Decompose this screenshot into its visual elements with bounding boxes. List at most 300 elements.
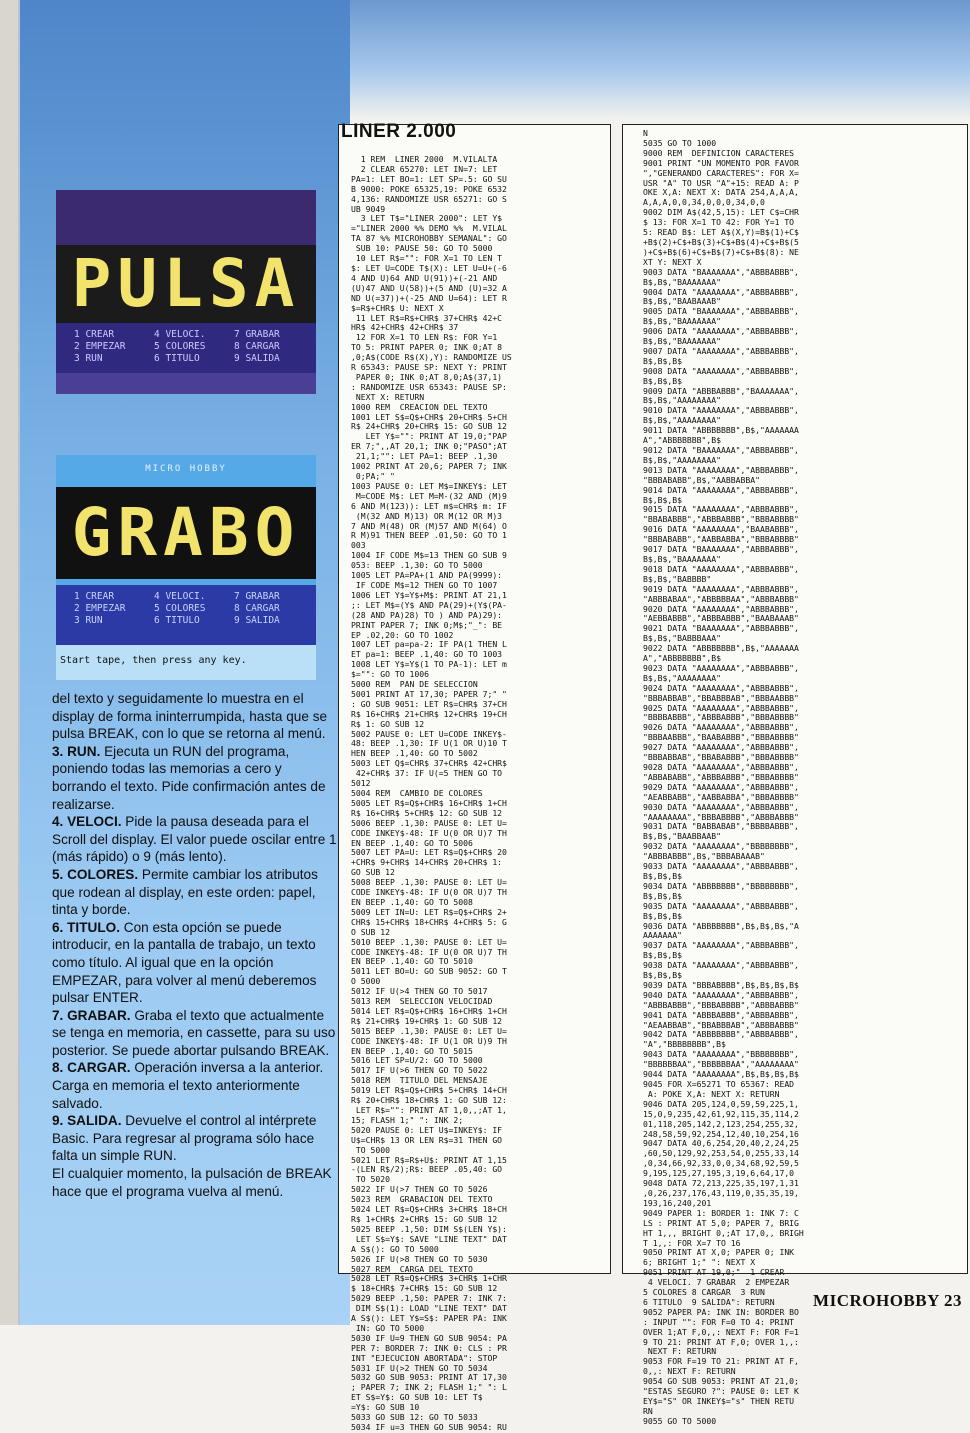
code-line: 5029 BEEP .1,50: PAPER 7: INK 7: bbox=[351, 1293, 507, 1304]
code-line: ,0,34,66,92,33,0,0,34,68,92,59,5 bbox=[643, 1158, 799, 1169]
code-line: B$,B$,B$ bbox=[643, 970, 682, 981]
code-line: ; PAPER 7; INK 2; FLASH 1;" ": L bbox=[351, 1382, 507, 1393]
code-line: $=R$+CHR$ U: NEXT X bbox=[351, 302, 444, 313]
code-line: EN BEEP .1,40: GO TO 5010 bbox=[351, 956, 473, 967]
code-line: 9021 DATA "BAAAAAAA","ABBBABBB", bbox=[643, 623, 799, 634]
code-line: 9040 DATA "AAAAAAAA","ABBBABBB", bbox=[643, 989, 799, 1000]
code-line: 9031 DATA "BABBABAB","BBBBABBB", bbox=[643, 821, 799, 832]
code-line: 11 LET R$=R$+CHR$ 37+CHR$ 42+C bbox=[351, 312, 503, 323]
menu-row bbox=[56, 603, 316, 615]
menu-option: 5 COLORES bbox=[154, 603, 206, 614]
code-line: EN BEEP .1,40: GO TO 5006 bbox=[351, 837, 473, 848]
code-line: "BBABABBB","ABBBABBB","BBBABBBB" bbox=[643, 514, 799, 525]
code-line: USR "A" TO USR "A"+15: READ A: P bbox=[643, 177, 799, 188]
code-line: 9043 DATA "AAAAAAAA","BBBBBBBB", bbox=[643, 1049, 799, 1060]
code-line: 5021 LET R$=R$+U$: PRINT AT 1,15 bbox=[351, 1154, 507, 1165]
option-item bbox=[52, 866, 337, 919]
code-line: ","GENERANDO CARACTERES": FOR X= bbox=[643, 167, 799, 178]
code-line: SUB 10: PAUSE 50: GO TO 5000 bbox=[351, 243, 493, 254]
option-text: Devuelve el control al intérprete Basic. Para regresar al programa sólo hace falta un simple RUN. bbox=[52, 1113, 317, 1164]
code-line: 5023 REM GRABACION DEL TEXTO bbox=[351, 1194, 493, 1205]
code-line: 9048 DATA 72,213,225,35,197,1,31 bbox=[643, 1178, 799, 1189]
code-line: 9038 DATA "AAAAAAAA","ABBBABBB", bbox=[643, 960, 799, 971]
code-line: B$,B$,B$ bbox=[643, 870, 682, 881]
code-line: 5015 BEEP .1,30: PAUSE 0: LET U= bbox=[351, 1025, 507, 1036]
code-line: 5020 PAUSE 0: LET U$=INKEY$: IF bbox=[351, 1124, 503, 1135]
option-item bbox=[52, 1059, 337, 1112]
menu-row bbox=[56, 341, 316, 353]
code-line: 1007 LET pa=pa-2: IF PA(1 THEN L bbox=[351, 639, 507, 650]
code-line: LS : PRINT AT 5,0; PAPER 7, BRIG bbox=[643, 1217, 799, 1228]
code-line: 3 LET T$="LINER 2000": LET Y$ bbox=[351, 213, 503, 224]
code-line: -(LEN R$/2);R$: BEEP .05,40: GO bbox=[351, 1164, 503, 1175]
code-line: 15,0,9,235,42,61,92,115,35,114,2 bbox=[643, 1108, 799, 1119]
code-line: XT Y: NEXT X bbox=[643, 256, 702, 267]
code-line: 1005 LET PA=PA+(1 AND PA(9999): bbox=[351, 570, 503, 581]
code-line: B$,B$,"AAAAAAAA" bbox=[643, 672, 721, 683]
code-line: 9032 DATA "AAAAAAAA","BBBBBBBB", bbox=[643, 841, 799, 852]
code-line: 5031 IF U(>2 THEN GO TO 5034 bbox=[351, 1362, 488, 1373]
code-line: IN: GO TO 5000 bbox=[351, 1322, 425, 1333]
code-line: 12 FOR X=1 TO LEN R$: FOR Y=1 bbox=[351, 332, 498, 343]
code-line: B$,B$,B$ bbox=[643, 890, 682, 901]
code-line: 9047 DATA 40,6,254,20,40,2,24,25 bbox=[643, 1138, 799, 1149]
code-line: B$,B$,"BABBBB" bbox=[643, 573, 712, 584]
page-number: 23 bbox=[944, 1291, 962, 1310]
code-line: 6 TITULO 9 SALIDA": RETURN bbox=[643, 1296, 775, 1307]
menu-option: 1 CREAR bbox=[74, 329, 115, 340]
code-line: R M)91 THEN BEEP .01,50: GO TO 1 bbox=[351, 530, 507, 541]
code-line: R$ 21+CHR$ 19+CHR$ 1: GO SUB 12 bbox=[351, 1015, 503, 1026]
code-line: 5027 REM CARGA DEL TEXTO bbox=[351, 1263, 473, 1274]
option-heading: 7. GRABAR. bbox=[52, 1007, 131, 1023]
code-line: B$,B$,"BAAAAAAA" bbox=[643, 276, 721, 287]
code-line: 2 CLEAR 65270: LET IN=7: LET bbox=[351, 163, 498, 174]
option-item bbox=[52, 1007, 337, 1060]
code-line: "AAAAAAAA","BBBABBBB","ABBBABBB" bbox=[643, 811, 799, 822]
code-line: A: POKE X,A: NEXT X: RETURN bbox=[643, 1088, 780, 1099]
code-line: 5012 bbox=[351, 778, 371, 789]
code-line: 9027 DATA "AAAAAAAA","ABBBABBB", bbox=[643, 742, 799, 753]
code-line: 4,136: RANDOMIZE USR 65271: GO S bbox=[351, 193, 507, 204]
code-line: 5028 LET R$=Q$+CHR$ 3+CHR$ 1+CHR bbox=[351, 1273, 507, 1284]
code-line: IF CODE M$=12 THEN GO TO 1007 bbox=[351, 579, 498, 590]
code-line: 9020 DATA "AAAAAAAA","ABBBABBB", bbox=[643, 603, 799, 614]
code-line: O 5000 bbox=[351, 976, 381, 987]
code-line: 5004 REM CAMBIO DE COLORES bbox=[351, 788, 483, 798]
article-body bbox=[52, 690, 337, 1200]
menu-option: 1 CREAR bbox=[74, 591, 115, 602]
listing-column-1 bbox=[338, 121, 611, 1432]
code-line: 9017 DATA "BAAAAAAA","ABBBABBB", bbox=[643, 544, 799, 555]
code-line: 9055 GO TO 5000 bbox=[643, 1415, 717, 1426]
option-heading: 3. RUN. bbox=[52, 743, 101, 759]
code-line: 5006 BEEP .1,30: PAUSE 0: LET U= bbox=[351, 817, 507, 828]
code-line: 9001 PRINT "UN MOMENTO POR FAVOR bbox=[643, 157, 799, 168]
code-line: B$,B$,"AAAAAAAA" bbox=[643, 415, 721, 426]
code-line: 4 VELOCI. 7 GRABAR 2 EMPEZAR bbox=[643, 1277, 790, 1288]
code-line: LET S$=Y$: SAVE "LINE TEXT" DAT bbox=[351, 1233, 507, 1244]
code-line: ET S$=Y$: GO SUB 10: LET T$ bbox=[351, 1392, 483, 1403]
code-line: 9019 DATA "AAAAAAAA","ABBBABBB", bbox=[643, 583, 799, 594]
menu-option: 7 GRABAR bbox=[234, 329, 280, 340]
code-line: N bbox=[643, 128, 648, 138]
code-line: R$ 16+CHR$ 21+CHR$ 12+CHR$ 19+CH bbox=[351, 708, 507, 719]
code-line: 9018 DATA "AAAAAAAA","ABBBABBB", bbox=[643, 563, 799, 574]
code-line: LET R$="": PRINT AT 1,0,,;AT 1, bbox=[351, 1105, 507, 1115]
code-line: 5008 BEEP .1,30: PAUSE 0: LET U= bbox=[351, 877, 507, 888]
code-line: B$,B$,B$ bbox=[643, 355, 682, 366]
code-line: "BBBABABB","AABBABBA","BBBABBBB" bbox=[643, 534, 799, 545]
code-line: 9051 PRINT AT 19,0;" 1 CREAR bbox=[643, 1267, 785, 1278]
code-line: PRINT PAPER 7; INK 0;M$;"_": BE bbox=[351, 619, 503, 630]
code-line: 5009 LET IN=U: LET R$=Q$+CHR$ 2+ bbox=[351, 906, 507, 917]
code-line: 21,1;"": LET PA=1: BEEP .1,30 bbox=[351, 451, 498, 462]
code-line: U$=CHR$ 13 OR LEN R$=31 THEN GO bbox=[351, 1134, 503, 1145]
option-text: Ejecuta un RUN del programa, poniendo todas las memorias a cero y borrando el texto. Pide confirmación antes de realizarse. bbox=[52, 743, 326, 812]
menu-option: 2 EMPEZAR bbox=[74, 341, 126, 352]
code-line: R$ 16+CHR$ 5+CHR$ 12: GO SUB 12 bbox=[351, 807, 503, 818]
code-line: (U)47 AND U(58))+(5 AND (U)=32 A bbox=[351, 282, 507, 293]
code-line: 5026 IF U(>8 THEN GO TO 5030 bbox=[351, 1253, 488, 1264]
code-line: "ABBABABB","ABBBABBB","BBBABBBB" bbox=[643, 771, 799, 782]
code-line: EP .02,20: GO TO 1002 bbox=[351, 629, 454, 640]
code-line: 0;PA;" " bbox=[351, 471, 395, 481]
code-line: "BBBBABBB","ABBBABBB","BBBABBBB" bbox=[643, 712, 799, 723]
code-line: ET pa=1: BEEP .1,40: GO TO 1003 bbox=[351, 649, 503, 660]
code-line: "AEABBABB","AABBABBA","BBBABBBB" bbox=[643, 791, 799, 802]
code-line: A","ABBBBBBB",B$ bbox=[643, 435, 721, 446]
code-line: RN bbox=[643, 1405, 653, 1416]
code-line: 15; FLASH 1;" ": INK 2; bbox=[351, 1114, 464, 1125]
code-line: 5032 GO SUB 9053: PRINT AT 17,30 bbox=[351, 1372, 507, 1383]
code-line: 42+CHR$ 37: IF U(=5 THEN GO TO bbox=[351, 768, 503, 779]
code-line: 5000 REM PAN DE SELECCION bbox=[351, 679, 478, 690]
code-line: : INPUT "": FOR F=0 TO 4: PRINT bbox=[643, 1316, 795, 1327]
code-line: R$ 20+CHR$ 18+CHR$ 1: GO SUB 12: bbox=[351, 1095, 507, 1106]
code-line: 5001 PRINT AT 17,30; PAPER 7;" " bbox=[351, 688, 507, 699]
code-line: 9005 DATA "BAAAAAAA","ABBBABBB", bbox=[643, 306, 799, 317]
code-line: 0,,: NEXT F: RETURN bbox=[643, 1366, 736, 1377]
code-line: B$,B$,"BAABBAAB" bbox=[643, 831, 721, 842]
article-outro: El cualquier momento, la pulsación de BREAK hace que el programa vuelva al menú. bbox=[52, 1166, 332, 1199]
code-line: )+C$+B$(6)+C$+B$(7)+C$+B$(8): NE bbox=[643, 246, 799, 257]
menu-option: 5 COLORES bbox=[154, 341, 206, 352]
code-line: 10 LET R$="": FOR X=1 TO LEN T bbox=[351, 253, 503, 264]
code-line: 9028 DATA "AAAAAAAA","ABBBABBB", bbox=[643, 762, 799, 772]
code-line: 5016 LET SP=U/2: GO TO 5000 bbox=[351, 1055, 483, 1066]
code-line: 5: READ B$: LET A$(X,Y)=B$(1)+C$ bbox=[643, 227, 799, 238]
code-line: "BBBAABBB","BAABABBB","BBBABBBB" bbox=[643, 732, 799, 743]
code-line: ER 7;",,AT 20,1; INK 0;"PASO";AT bbox=[351, 441, 507, 452]
code-line: 9042 DATA "ABBBBBBB","ABBBABBB", bbox=[643, 1029, 799, 1040]
menu-option: 2 EMPEZAR bbox=[74, 603, 126, 614]
code-line: 6 AND M(123)): LET m$=CHR$ m: IF bbox=[351, 500, 507, 511]
code-line: 9034 DATA "ABBBBBBB","BBBBBBBB", bbox=[643, 880, 799, 891]
option-heading: 5. COLORES. bbox=[52, 866, 139, 882]
code-line: =Y$: GO SUB 10 bbox=[351, 1402, 420, 1413]
code-line: ;: LET M$=(Y$ AND PA(29)+(Y$(PA- bbox=[351, 599, 507, 610]
code-line: "ABBBABBB","BBBABBBB","ABBBABBB" bbox=[643, 999, 799, 1010]
code-line: 9022 DATA "ABBBBBBB",B$,"AAAAAAA bbox=[643, 643, 799, 654]
code-line: 9044 DATA "AAAAAAAA",B$,B$,B$,B$ bbox=[643, 1069, 799, 1080]
code-line: "BBBBBBAA","BBBBBBAA","AAAAAAAA" bbox=[643, 1059, 799, 1070]
code-line: EY$="S" OR INKEY$="s" THEN RETU bbox=[643, 1396, 795, 1406]
code-line: B$,B$,B$ bbox=[643, 910, 682, 921]
code-line: CODE INKEY$-48: IF U(0 OR U)7 TH bbox=[351, 887, 507, 898]
code-line: 5035 GO TO 1000 bbox=[643, 137, 717, 148]
code-line: 5010 BEEP .1,30: PAUSE 0: LET U= bbox=[351, 936, 507, 947]
code-line: CODE INKEY$-48: IF U(1 OR U)9 TH bbox=[351, 1035, 507, 1046]
code-line: 5024 LET R$=Q$+CHR$ 3+CHR$ 18+CH bbox=[351, 1204, 507, 1215]
code-line: "AEBBABBB","ABBBABBB","BAABAAAB" bbox=[643, 613, 799, 624]
menu-option: 6 TITULO bbox=[154, 353, 200, 364]
code-line: PA=1: LET BO=1: LET SP=.5: GO SU bbox=[351, 173, 507, 184]
code-line: +CHR$ 9+CHR$ 14+CHR$ 20+CHR$ 1: bbox=[351, 857, 503, 868]
top-blue-strip bbox=[350, 0, 970, 120]
code-line: 1000 REM CREACION DEL TEXTO bbox=[351, 401, 488, 412]
code-line: 5034 IF u=3 THEN GO SUB 9054: RU bbox=[351, 1422, 507, 1432]
option-heading: 8. CARGAR. bbox=[52, 1060, 131, 1076]
code-line: R 65343: PAUSE SP: NEXT Y: PRINT bbox=[351, 362, 507, 373]
menu-option: 6 TITULO bbox=[154, 615, 200, 626]
code-line: B$,B$,B$ bbox=[643, 375, 682, 386]
code-line: CODE INKEY$-48: IF U(0 OR U)7 TH bbox=[351, 946, 507, 957]
code-line: A,A,A,0,0,34,0,0,0,34,0,0 bbox=[643, 197, 765, 208]
code-line: 1003 PAUSE 0: LET M$=INKEY$: LET bbox=[351, 480, 507, 491]
code-line: TO 5020 bbox=[351, 1174, 390, 1185]
code-line: NEXT X: RETURN bbox=[351, 391, 425, 402]
code-line: 01,118,205,142,2,123,254,255,32, bbox=[643, 1118, 799, 1129]
code-line: (M(32 AND M)13) OR M(12 OR M)3 bbox=[351, 510, 503, 521]
code-line: 5007 LET PA=U: LET R$=Q$+CHR$ 20 bbox=[351, 847, 507, 858]
code-line: A S$(): LET Y$=S$: PAPER PA: INK bbox=[351, 1313, 507, 1324]
code-line: M=CODE M$: LET M=M-(32 AND (M)9 bbox=[351, 490, 507, 501]
code-line: (28 AND PA)28) TO ) AND PA)29): bbox=[351, 609, 503, 620]
code-line: 9006 DATA "AAAAAAAA","ABBBABBB", bbox=[643, 326, 799, 337]
code-line: LET Y$="": PRINT AT 19,0;"PAP bbox=[351, 431, 507, 442]
code-line: 9007 DATA "AAAAAAAA","ABBBABBB", bbox=[643, 345, 799, 356]
code-line: "BBBABBAB","BBABABBB","BBBABBBB" bbox=[643, 752, 799, 763]
code-line: 5030 IF U=9 THEN GO SUB 9054: PA bbox=[351, 1332, 507, 1343]
code-line: 9,195,125,27,195,3,19,6,64,17,0 bbox=[643, 1168, 795, 1179]
code-line: 9015 DATA "AAAAAAAA","ABBBABBB", bbox=[643, 504, 799, 515]
screen-menu bbox=[56, 585, 316, 645]
code-line: 003 bbox=[351, 540, 366, 551]
code-line: 5002 PAUSE 0: LET U=CODE INKEY$- bbox=[351, 728, 507, 739]
menu-option: 3 RUN bbox=[74, 353, 103, 364]
screenshot-pulsa bbox=[56, 190, 316, 394]
code-line: 1008 LET Y$=Y$(1 TO PA-1): LET m bbox=[351, 659, 507, 670]
code-line: +B$(2)+C$+B$(3)+C$+B$(4)+C$+B$(5 bbox=[643, 236, 799, 247]
code-line: AAAAAAA" bbox=[643, 930, 682, 941]
code-line: 1 REM LINER 2000 M.VILALTA bbox=[351, 154, 498, 164]
code-line: 48: BEEP .1,30: IF U(1 OR U)10 T bbox=[351, 738, 507, 749]
code-line: 193,16,240,201 bbox=[643, 1197, 712, 1208]
option-item bbox=[52, 919, 337, 1007]
code-line: B$,B$,B$ bbox=[643, 494, 682, 505]
screen-title: MICRO HOBBY bbox=[56, 455, 316, 487]
code-line: "ESTAS SEGURO ?": PAUSE 0: LET K bbox=[643, 1386, 799, 1397]
option-text: Permite cambiar los atributos que rodean al display, en este orden: papel, tinta y borde. bbox=[52, 866, 318, 918]
code-line: 9050 PRINT AT X,0; PAPER 0; INK bbox=[643, 1247, 795, 1258]
menu-option: 9 SALIDA bbox=[234, 615, 280, 626]
code-line: HEN BEEP .1,40: GO TO 5002 bbox=[351, 748, 478, 759]
code-line: 5017 IF U(>6 THEN GO TO 5022 bbox=[351, 1065, 488, 1076]
code-line: 9039 DATA "BBBABBBB",B$,B$,B$,B$ bbox=[643, 979, 799, 990]
code-line: 1001 LET S$=Q$+CHR$ 20+CHR$ 5+CH bbox=[351, 411, 507, 422]
code-line: A","ABBBBBBB",B$ bbox=[643, 653, 721, 664]
code-line: OKE X,A: NEXT X: DATA 254,A,A,A, bbox=[643, 187, 799, 198]
code-line: 5022 IF U(>7 THEN GO TO 5026 bbox=[351, 1184, 488, 1195]
code-line: GO SUB 12 bbox=[351, 867, 395, 878]
code-line: O SUB 12 bbox=[351, 926, 390, 937]
code-line: 9010 DATA "AAAAAAAA","ABBBABBB", bbox=[643, 405, 799, 416]
menu-row bbox=[56, 615, 316, 627]
menu-row bbox=[56, 329, 316, 341]
screen-border-top bbox=[56, 190, 316, 245]
code-line: 9016 DATA "AAAAAAAA","BAABABBB", bbox=[643, 524, 799, 535]
code-line: 5018 REM TITULO DEL MENSAJE bbox=[351, 1075, 488, 1086]
code-line: 5011 LET BO=U: GO SUB 9052: GO T bbox=[351, 966, 507, 977]
code-line: B$,B$,B$ bbox=[643, 950, 682, 961]
code-line: "AEAABBAB","BBABBBAB","ABBBABBB" bbox=[643, 1019, 799, 1030]
code-line: 5012 IF U(>4 THEN GO TO 5017 bbox=[351, 986, 488, 997]
listing-title: LINER 2.000 bbox=[341, 121, 457, 142]
code-line: 9030 DATA "AAAAAAAA","ABBBABBB", bbox=[643, 801, 799, 812]
menu-option: 7 GRABAR bbox=[234, 591, 280, 602]
menu-option: 3 RUN bbox=[74, 615, 103, 626]
code-line: R$ 1+CHR$ 2+CHR$ 15: GO SUB 12 bbox=[351, 1213, 498, 1224]
page-footer bbox=[813, 1291, 962, 1311]
code-line: 9041 DATA "ABBBABBB","ABBBABBB", bbox=[643, 1009, 799, 1020]
screen-scroll-text: GRABO bbox=[56, 487, 316, 579]
code-line: HT 1,,, BRIGHT 0,;AT 17,0,, BRIGH bbox=[643, 1227, 804, 1238]
code-line: 248,58,59,92,254,12,40,10,254,16 bbox=[643, 1128, 799, 1139]
code-line: DIM S$(1): LOAD "LINE TEXT" DAT bbox=[351, 1303, 507, 1314]
option-item bbox=[52, 813, 337, 866]
menu-row bbox=[56, 353, 316, 365]
option-text: Operación inversa a la anterior. Carga en memoria el texto anteriormente salvado. bbox=[52, 1060, 324, 1111]
code-line: "BBBABBAB","BBABBBAB","BBBAABBB" bbox=[643, 692, 799, 703]
magazine-name: MICROHOBBY bbox=[813, 1291, 940, 1310]
code-line: UB 9049 bbox=[351, 203, 386, 214]
code-line: TO 5: PRINT PAPER 0; INK 0;AT 8 bbox=[351, 342, 503, 353]
code-line: B$,B$,"BAABAAAB" bbox=[643, 296, 721, 307]
code-line: 9045 FOR X=65271 TO 65367: READ bbox=[643, 1079, 795, 1089]
screenshot-grabo bbox=[56, 455, 316, 680]
code-line: 9024 DATA "AAAAAAAA","ABBBABBB", bbox=[643, 682, 799, 693]
code-line: B$,B$,"AAAAAAAA" bbox=[643, 395, 721, 406]
code-line: 4 AND U)64 AND U(91))+(-21 AND bbox=[351, 272, 498, 283]
code-line: R$ 24+CHR$ 20+CHR$ 15: GO SUB 12 bbox=[351, 421, 507, 432]
option-text: Graba el texto que actualmente se tenga en memoria, en cassette, para su uso posterior. Se puede abortar pulsando BREAK. bbox=[52, 1007, 336, 1058]
code-line: 9035 DATA "AAAAAAAA","ABBBABBB", bbox=[643, 900, 799, 911]
code-line: 9053 FOR F=19 TO 21: PRINT AT F, bbox=[643, 1356, 799, 1367]
code-line: 9049 PAPER 1: BORDER 1: INK 7: C bbox=[643, 1207, 799, 1218]
code-line: EN BEEP .1,40: GO TO 5008 bbox=[351, 896, 473, 907]
code-line: 9025 DATA "AAAAAAAA","ABBBABBB", bbox=[643, 702, 799, 713]
code-line: 9026 DATA "AAAAAAAA","ABBBABBB", bbox=[643, 722, 799, 733]
code-line: PAPER 0; INK 0;AT 8,0;A$(37,1) bbox=[351, 371, 503, 382]
code-line: "BBBABABB",B$,"AABBABBA" bbox=[643, 474, 760, 485]
menu-row bbox=[56, 591, 316, 603]
code-line: R$ 1: GO SUB 12 bbox=[351, 718, 425, 729]
option-heading: 9. SALIDA. bbox=[52, 1113, 122, 1129]
code-line: CODE INKEY$-48: IF U(0 OR U)7 TH bbox=[351, 827, 507, 838]
code-line: ,60,50,129,92,253,54,0,255,33,14 bbox=[643, 1148, 799, 1159]
menu-option: 9 SALIDA bbox=[234, 353, 280, 364]
code-line: "ABBBABBB",B$,"BBBABAAAB" bbox=[643, 851, 765, 862]
code-line: 9012 DATA "BAAAAAAA","ABBBABBB", bbox=[643, 445, 799, 455]
code-line: 9013 DATA "AAAAAAAA","ABBBABBB", bbox=[643, 464, 799, 475]
menu-option: 4 VELOCI. bbox=[154, 329, 206, 340]
code-line: B$,B$,"BAAAAAAA" bbox=[643, 553, 721, 564]
code-line: TA 87 %% MICROHOBBY SEMANAL": GO bbox=[351, 233, 507, 244]
code-line: $ 13: FOR X=1 TO 42: FOR Y=1 TO bbox=[643, 217, 795, 228]
screen-border-bottom bbox=[56, 373, 316, 394]
code-line: B 9000: POKE 65325,19: POKE 6532 bbox=[351, 183, 507, 194]
code-line: 053: BEEP .1,30: GO TO 5000 bbox=[351, 560, 483, 571]
code-line: 5 COLORES 8 CARGAR 3 RUN bbox=[643, 1287, 765, 1298]
code-line: ,0;A$(CODE R$(X),Y): RANDOMIZE US bbox=[351, 352, 512, 363]
code-line: 9008 DATA "AAAAAAAA","ABBBABBB", bbox=[643, 365, 799, 376]
option-heading: 6. TITULO. bbox=[52, 919, 120, 935]
option-heading: 4. VELOCI. bbox=[52, 814, 122, 830]
code-line: 9023 DATA "AAAAAAAA","ABBBABBB", bbox=[643, 662, 799, 673]
code-line: B$,B$,"BAAAAAAA" bbox=[643, 316, 721, 327]
code-line: "ABBBABAA","ABBBBBAA","ABBBABBB" bbox=[643, 593, 799, 604]
code-line: 1006 LET Y$=Y$+M$: PRINT AT 21,1 bbox=[351, 589, 507, 600]
code-line: $: LET U=CODE T$(X): LET U=U+(-6 bbox=[351, 262, 507, 273]
code-line: "A","BBBBBBBB",B$ bbox=[643, 1039, 726, 1050]
code-line: ,0,26,237,176,43,119,0,35,35,19, bbox=[643, 1187, 799, 1198]
code-line: EN BEEP .1,40: GO TO 5015 bbox=[351, 1045, 473, 1056]
page-edge bbox=[0, 0, 20, 1325]
code-line: 5019 LET R$=Q$+CHR$ 5+CHR$ 14+CH bbox=[351, 1085, 507, 1096]
code-line: 1002 PRINT AT 20,6; PAPER 7; INK bbox=[351, 461, 507, 472]
option-item bbox=[52, 743, 337, 813]
option-item bbox=[52, 1112, 337, 1165]
screen-scroll-text: PULSA bbox=[56, 245, 316, 323]
menu-option: 4 VELOCI. bbox=[154, 591, 206, 602]
code-line: CHR$ 15+CHR$ 18+CHR$ 4+CHR$ 5: G bbox=[351, 916, 507, 927]
code-line: 9052 PAPER PA: INK IN: BORDER BO bbox=[643, 1306, 799, 1317]
code-line: ND U(=37))+(-25 AND U=64): LET R bbox=[351, 292, 507, 303]
code-line: 9004 DATA "AAAAAAAA","ABBBABBB", bbox=[643, 286, 799, 297]
code-line: INT "EJECUCION ABORTADA": STOP bbox=[351, 1352, 498, 1363]
code-line: T 1,,: FOR X=7 TO 16 bbox=[643, 1237, 741, 1248]
code-line: 9 TO 21: PRINT AT F,0; OVER 1,,: bbox=[643, 1336, 799, 1347]
code-line: 9011 DATA "ABBBBBBB",B$,"AAAAAAA bbox=[643, 425, 799, 436]
code-line: B$,B$,"BABBBAAA" bbox=[643, 633, 721, 644]
code-line: 5005 LET R$=Q$+CHR$ 16+CHR$ 1+CH bbox=[351, 797, 507, 808]
code-line: HR$ 42+CHR$ 42+CHR$ 37 bbox=[351, 322, 459, 333]
code-line: 5033 GO SUB 12: GO TO 5033 bbox=[351, 1412, 478, 1423]
code-line: TO 5000 bbox=[351, 1144, 390, 1155]
code-line: 5025 BEEP .1,50: DIM S$(LEN Y$): bbox=[351, 1223, 507, 1234]
code-line: 9003 DATA "BAAAAAAA","ABBBABBB", bbox=[643, 266, 799, 277]
code-line: $ 18+CHR$ 7+CHR$ 15: GO SUB 12 bbox=[351, 1283, 498, 1294]
code-line: 9014 DATA "AAAAAAAA","ABBBABBB", bbox=[643, 484, 799, 495]
code-line: 9037 DATA "AAAAAAAA","ABBBABBB", bbox=[643, 940, 799, 951]
code-line: 9036 DATA "ABBBBBBB",B$,B$,B$,"A bbox=[643, 920, 799, 931]
code-line: 9054 GO SUB 9053: PRINT AT 21,0; bbox=[643, 1376, 799, 1387]
code-line: 7 AND M(48) OR (M)57 AND M(64) O bbox=[351, 520, 507, 531]
code-line: NEXT F: RETURN bbox=[643, 1346, 717, 1357]
menu-option: 8 CARGAR bbox=[234, 341, 280, 352]
code-line: 5003 LET Q$=CHR$ 37+CHR$ 42+CHR$ bbox=[351, 758, 507, 769]
